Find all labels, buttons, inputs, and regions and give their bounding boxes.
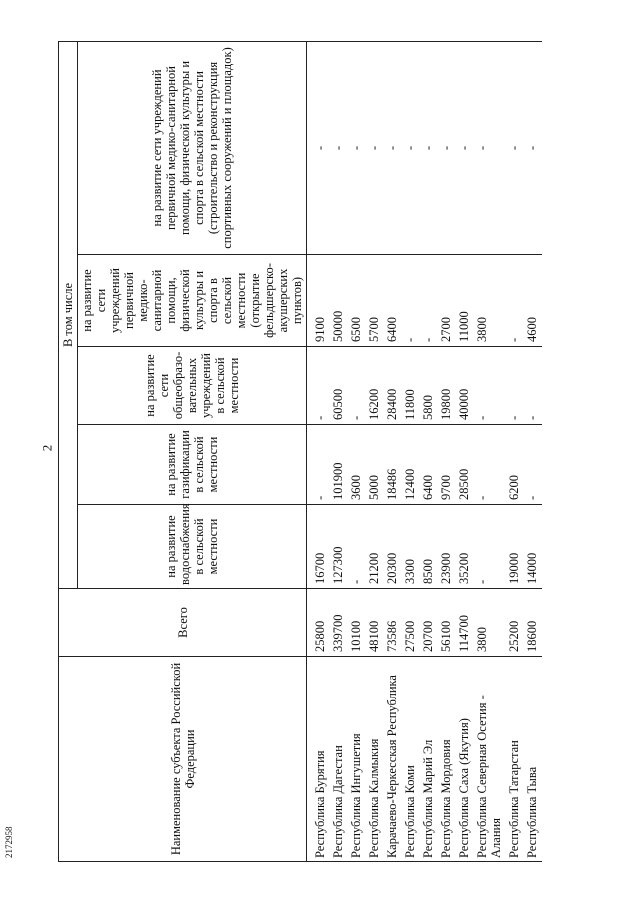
header-water: на развитие водоснабжения в сельской местности	[78, 505, 307, 589]
cell-total: 20700	[420, 589, 438, 657]
cell-medical: 2700	[438, 255, 456, 347]
cell-water: 14000	[524, 505, 542, 589]
header-gas: на развитие газификации в сельской местности	[78, 425, 307, 505]
table-row	[420, 41, 438, 861]
cell-medical: 4600	[524, 255, 542, 347]
cell-medical: 9100	[307, 255, 331, 347]
table-row	[348, 41, 366, 861]
table-body	[307, 41, 543, 861]
table-row	[366, 41, 384, 861]
cell-sports: -	[348, 41, 366, 254]
cell-total: 73586	[384, 589, 402, 657]
table-row	[402, 41, 420, 861]
cell-medical: -	[402, 255, 420, 347]
cell-name: Республика Калмыкия	[366, 657, 384, 862]
cell-water: -	[348, 505, 366, 589]
header-medical-fap: на развитие сети учреждений первичной медико-санитарной помощи, физической культуры и спорта в сельской местности (открытие фельдшерско-акушерских пунктов)	[78, 255, 307, 347]
cell-schools: 16200	[366, 347, 384, 425]
cell-total: 27500	[402, 589, 420, 657]
cell-sports: -	[366, 41, 384, 254]
cell-water: 127300	[330, 505, 348, 589]
table-row	[474, 41, 506, 861]
cell-schools: 60500	[330, 347, 348, 425]
table-row	[384, 41, 402, 861]
cell-sports: -	[524, 41, 542, 254]
cell-total: 114700	[456, 589, 474, 657]
cell-name: Республика Ингушетия	[348, 657, 366, 862]
cell-water: 3300	[402, 505, 420, 589]
header-group: В том числе	[59, 41, 78, 588]
table-row	[330, 41, 348, 861]
cell-sports: -	[506, 41, 524, 254]
cell-total: 10100	[348, 589, 366, 657]
cell-sports: -	[456, 41, 474, 254]
rotated-table-container	[58, 42, 598, 862]
cell-gas: 18486	[384, 425, 402, 505]
cell-gas: 101900	[330, 425, 348, 505]
cell-name: Республика Коми	[402, 657, 420, 862]
header-schools: на развитие сети общеобразо-вательных учреждений в сельской местности	[78, 347, 307, 425]
cell-medical: 5700	[366, 255, 384, 347]
cell-gas: 3600	[348, 425, 366, 505]
cell-medical: -	[506, 255, 524, 347]
cell-water: 8500	[420, 505, 438, 589]
cell-schools: -	[348, 347, 366, 425]
cell-medical: 11000	[456, 255, 474, 347]
cell-name: Карачаево-Черкесская Республика	[384, 657, 402, 862]
cell-total: 48100	[366, 589, 384, 657]
cell-gas: -	[474, 425, 506, 505]
table-row	[506, 41, 524, 861]
cell-water: -	[474, 505, 506, 589]
table-row	[438, 41, 456, 861]
cell-name: Республика Марий Эл	[420, 657, 438, 862]
cell-schools: 5800	[420, 347, 438, 425]
cell-name: Республика Дагестан	[330, 657, 348, 862]
cell-sports: -	[438, 41, 456, 254]
cell-total: 56100	[438, 589, 456, 657]
table-row	[307, 41, 331, 861]
cell-name: Республика Татарстан	[506, 657, 524, 862]
table-row	[524, 41, 542, 861]
cell-total: 339700	[330, 589, 348, 657]
cell-name: Республика Северная Осетия - Алания	[474, 657, 506, 862]
cell-gas: 6400	[420, 425, 438, 505]
cell-sports: -	[474, 41, 506, 254]
cell-gas: 5000	[366, 425, 384, 505]
cell-gas: -	[524, 425, 542, 505]
cell-schools: -	[474, 347, 506, 425]
cell-total: 25800	[307, 589, 331, 657]
cell-schools: 40000	[456, 347, 474, 425]
cell-sports: -	[420, 41, 438, 254]
cell-gas: -	[307, 425, 331, 505]
header-sports: на развитие сети учреждений первичной медико-санитарной помощи, физической культуры и спорта в сельской местности (строительство и реконструкция спортивных сооружений и площадок)	[78, 41, 307, 254]
cell-name: Республика Тыва	[524, 657, 542, 862]
cell-sports: -	[307, 41, 331, 254]
cell-gas: 9700	[438, 425, 456, 505]
cell-sports: -	[384, 41, 402, 254]
cell-medical: 6400	[384, 255, 402, 347]
table-row	[456, 41, 474, 861]
cell-sports: -	[402, 41, 420, 254]
cell-schools: -	[307, 347, 331, 425]
cell-schools: 19800	[438, 347, 456, 425]
cell-gas: 12400	[402, 425, 420, 505]
cell-medical: -	[420, 255, 438, 347]
cell-schools: -	[524, 347, 542, 425]
cell-water: 35200	[456, 505, 474, 589]
cell-total: 25200	[506, 589, 524, 657]
cell-schools: -	[506, 347, 524, 425]
budget-table	[58, 41, 542, 862]
header-total: Всего	[59, 589, 307, 657]
document-code: 2172958	[4, 826, 14, 858]
page-number: 2	[39, 444, 55, 452]
cell-total: 3800	[474, 589, 506, 657]
cell-water: 23900	[438, 505, 456, 589]
cell-gas: 28500	[456, 425, 474, 505]
cell-sports: -	[330, 41, 348, 254]
cell-schools: 28400	[384, 347, 402, 425]
header-name: Наименование субъекта Российской Федерации	[59, 657, 307, 862]
cell-schools: 11800	[402, 347, 420, 425]
cell-name: Республика Мордовия	[438, 657, 456, 862]
cell-water: 19000	[506, 505, 524, 589]
cell-medical: 6500	[348, 255, 366, 347]
cell-gas: 6200	[506, 425, 524, 505]
cell-medical: 50000	[330, 255, 348, 347]
cell-name: Республика Саха (Якутия)	[456, 657, 474, 862]
cell-total: 18600	[524, 589, 542, 657]
cell-medical: 3800	[474, 255, 506, 347]
cell-water: 20300	[384, 505, 402, 589]
cell-water: 21200	[366, 505, 384, 589]
cell-name: Республика Бурятия	[307, 657, 331, 862]
cell-water: 16700	[307, 505, 331, 589]
